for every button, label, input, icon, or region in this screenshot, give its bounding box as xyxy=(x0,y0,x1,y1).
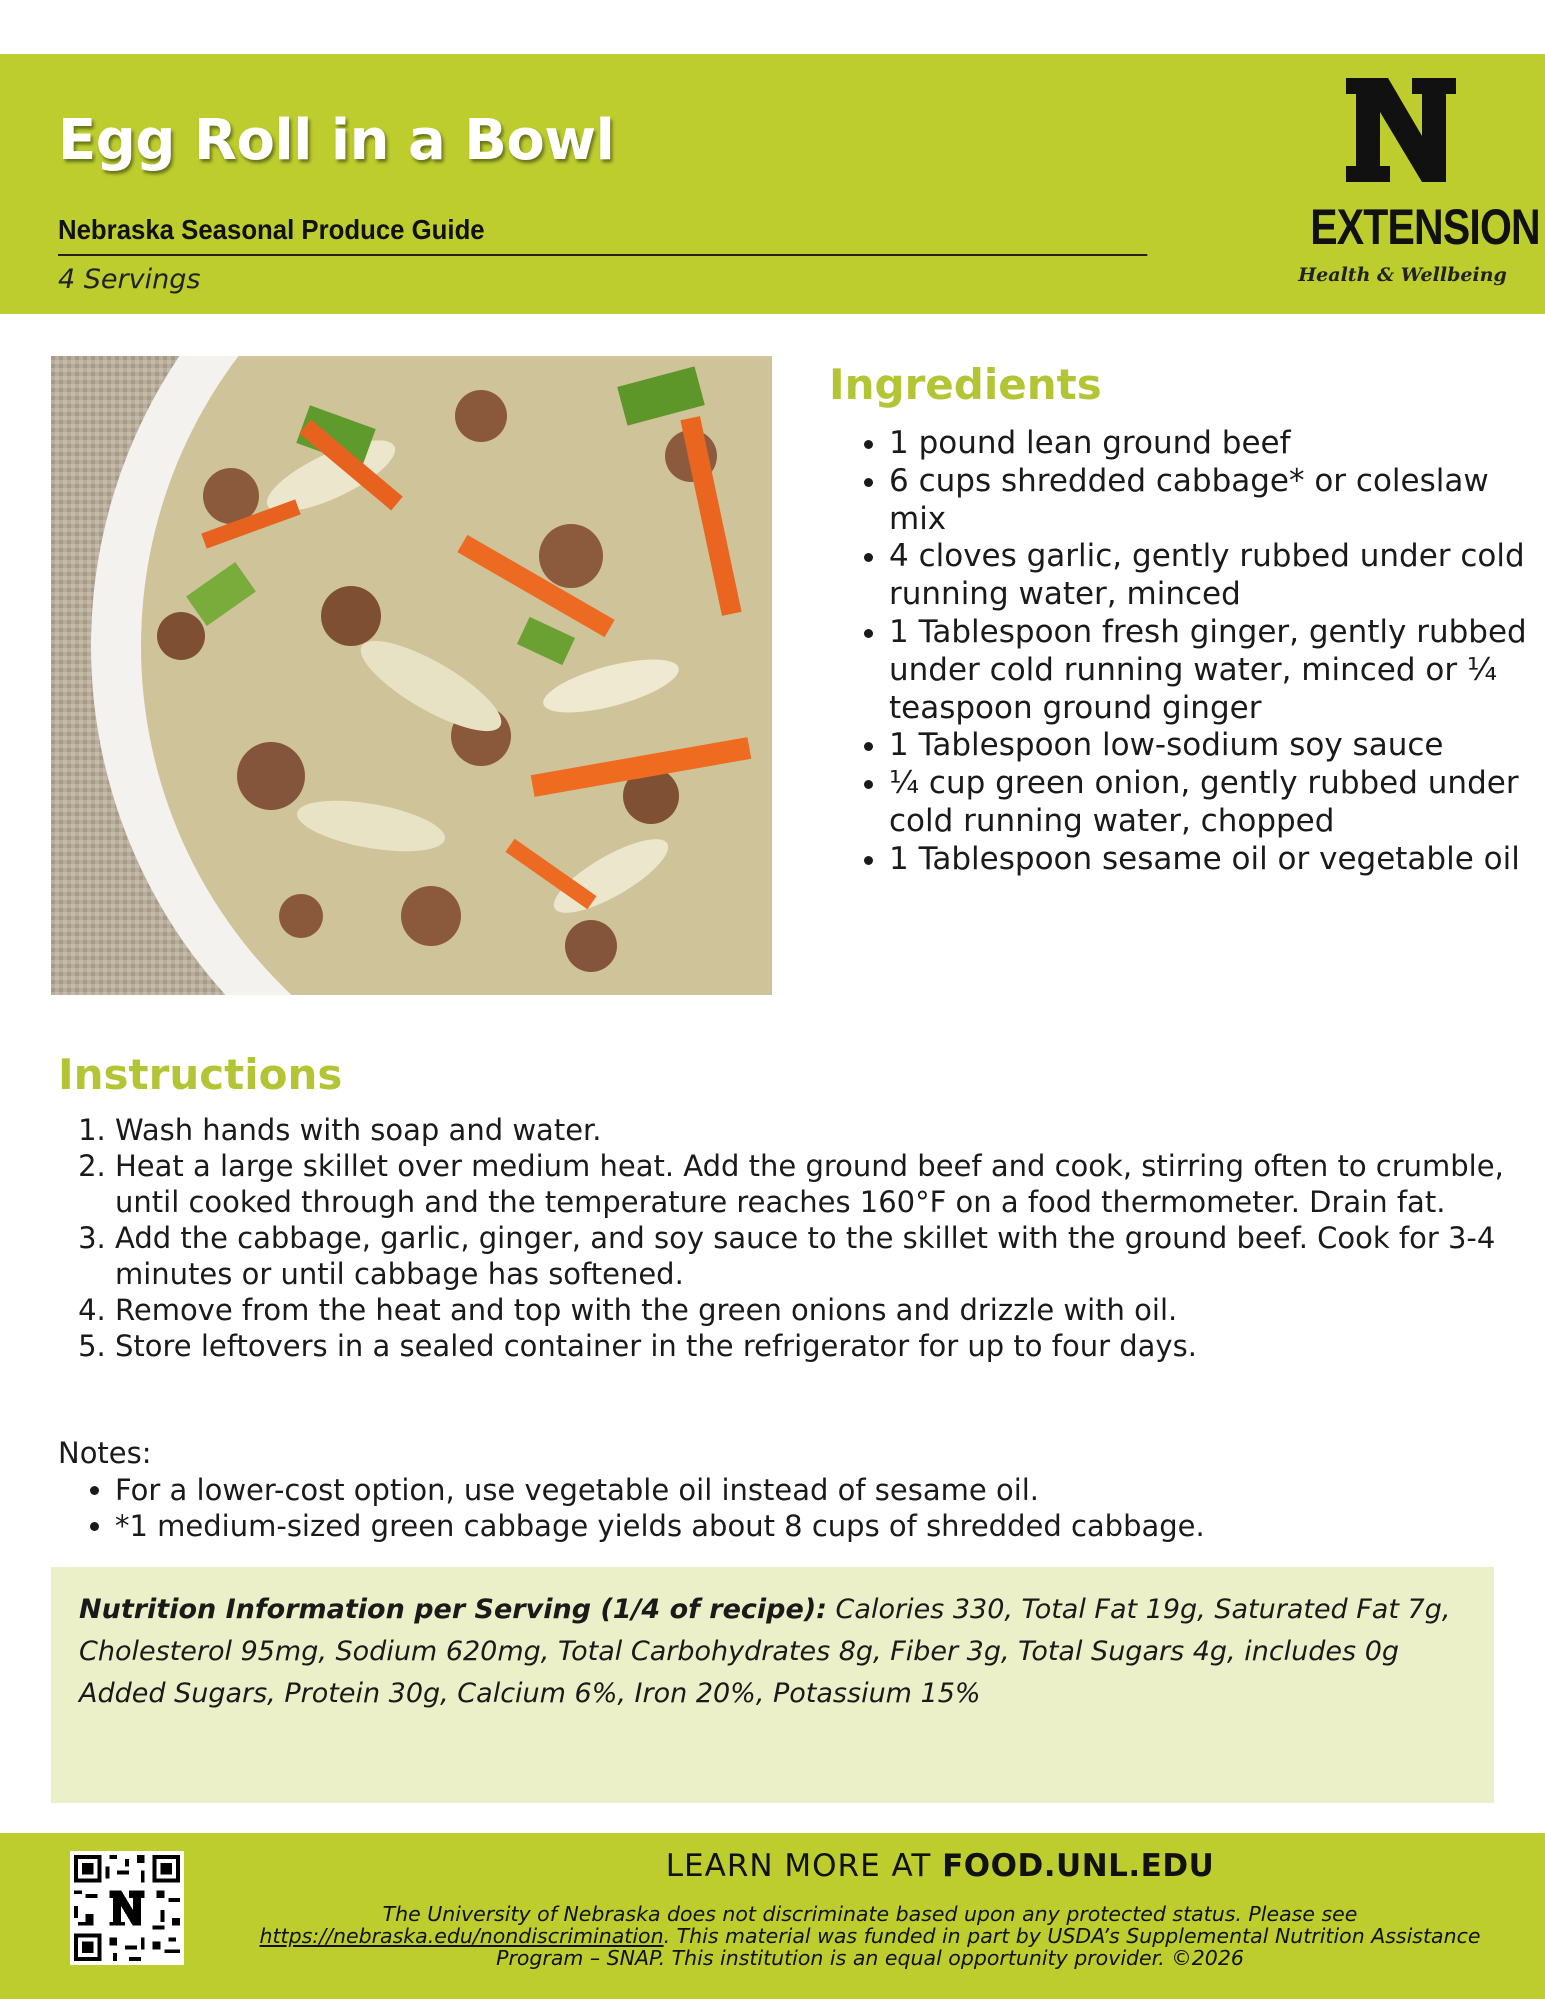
ingredients-list xyxy=(829,425,1529,879)
list-item: • 1 Tablespoon low-sodium soy sauce xyxy=(889,727,1529,765)
nutrition-text: Calories 330, Total Fat 19g, Saturated Fat 7g, Cholesterol 95mg, Sodium 620mg, Total Carbohydrates 8g, Fiber 3g, Total Sugars 4g, includes 0g Added Sugars, Protein 30g, Calcium 6%, Iron 20%, Potassium 15% xyxy=(79,1594,1451,1709)
list-item: • *1 medium-sized green cabbage yields about 8 cups of shredded cabbage. xyxy=(115,1508,1508,1544)
list-item: • 1 pound lean ground beef xyxy=(889,425,1529,463)
extension-wordmark: EXTENSION xyxy=(1310,199,1540,255)
n-logo-icon xyxy=(1342,74,1462,186)
recipe-title: Egg Roll in a Bowl xyxy=(58,108,615,173)
learn-prefix: LEARN MORE AT xyxy=(665,1848,943,1884)
qr-code-icon xyxy=(70,1851,184,1965)
learn-site-link[interactable]: FOOD.UNL.EDU xyxy=(942,1848,1215,1884)
learn-more xyxy=(440,1848,1440,1884)
list-item: • 4 cloves garlic, gently rubbed under cold running water, minced xyxy=(889,538,1529,614)
health-wellbeing-tagline: Health & Wellbeing xyxy=(1298,264,1507,286)
list-item: 3. Add the cabbage, garlic, ginger, and soy sauce to the skillet with the ground beef. Cook for 3-4 minutes or until cabbage has softened. xyxy=(115,1220,1508,1292)
list-item: 2. Heat a large skillet over medium heat. Add the ground beef and cook, stirring often to crumble, until cooked through and the temperature reaches 160°F on a food thermometer. Drain fat. xyxy=(115,1148,1508,1220)
ingredients-heading: Ingredients xyxy=(829,360,1102,409)
list-item: • 1 Tablespoon sesame oil or vegetable oil xyxy=(889,841,1529,879)
list-item: • 6 cups shredded cabbage* or coleslaw mix xyxy=(889,463,1529,539)
guide-subtitle: Nebraska Seasonal Produce Guide xyxy=(58,214,1147,256)
list-item: • 1 Tablespoon fresh ginger, gently rubbed under cold running water, minced or ¼ teaspoon ground ginger xyxy=(889,614,1529,727)
nutrition-box xyxy=(51,1567,1494,1803)
list-item: 1. Wash hands with soap and water. xyxy=(115,1112,1508,1148)
egg-roll-bowl-photo xyxy=(51,356,772,995)
nondiscrimination-link[interactable]: https://nebraska.edu/nondiscrimination xyxy=(259,1924,664,1948)
disclaimer-text-1: The University of Nebraska does not discriminate based upon any protected status. Please see xyxy=(382,1902,1358,1926)
list-item: 4. Remove from the heat and top with the green onions and drizzle with oil. xyxy=(115,1292,1508,1328)
servings-label: 4 Servings xyxy=(58,264,201,295)
instructions-heading: Instructions xyxy=(58,1050,343,1099)
list-item: 5. Store leftovers in a sealed container in the refrigerator for up to four days. xyxy=(115,1328,1508,1364)
list-item: • ¼ cup green onion, gently rubbed under cold running water, chopped xyxy=(889,765,1529,841)
disclaimer-text-2: . This material was funded in part by USDA’s Supplemental Nutrition Assistance Program – SNAP. This institution is an equal opportunity provider. ©2026 xyxy=(496,1924,1481,1970)
instructions-list xyxy=(58,1112,1508,1364)
extension-logo xyxy=(1290,74,1540,294)
footer-disclaimer xyxy=(230,1903,1510,1969)
list-item: • For a lower-cost option, use vegetable oil instead of sesame oil. xyxy=(115,1472,1508,1508)
nutrition-label: Nutrition Information per Serving (1/4 of recipe): xyxy=(79,1594,827,1625)
notes-label: Notes: xyxy=(58,1436,152,1470)
notes-list xyxy=(58,1472,1508,1544)
